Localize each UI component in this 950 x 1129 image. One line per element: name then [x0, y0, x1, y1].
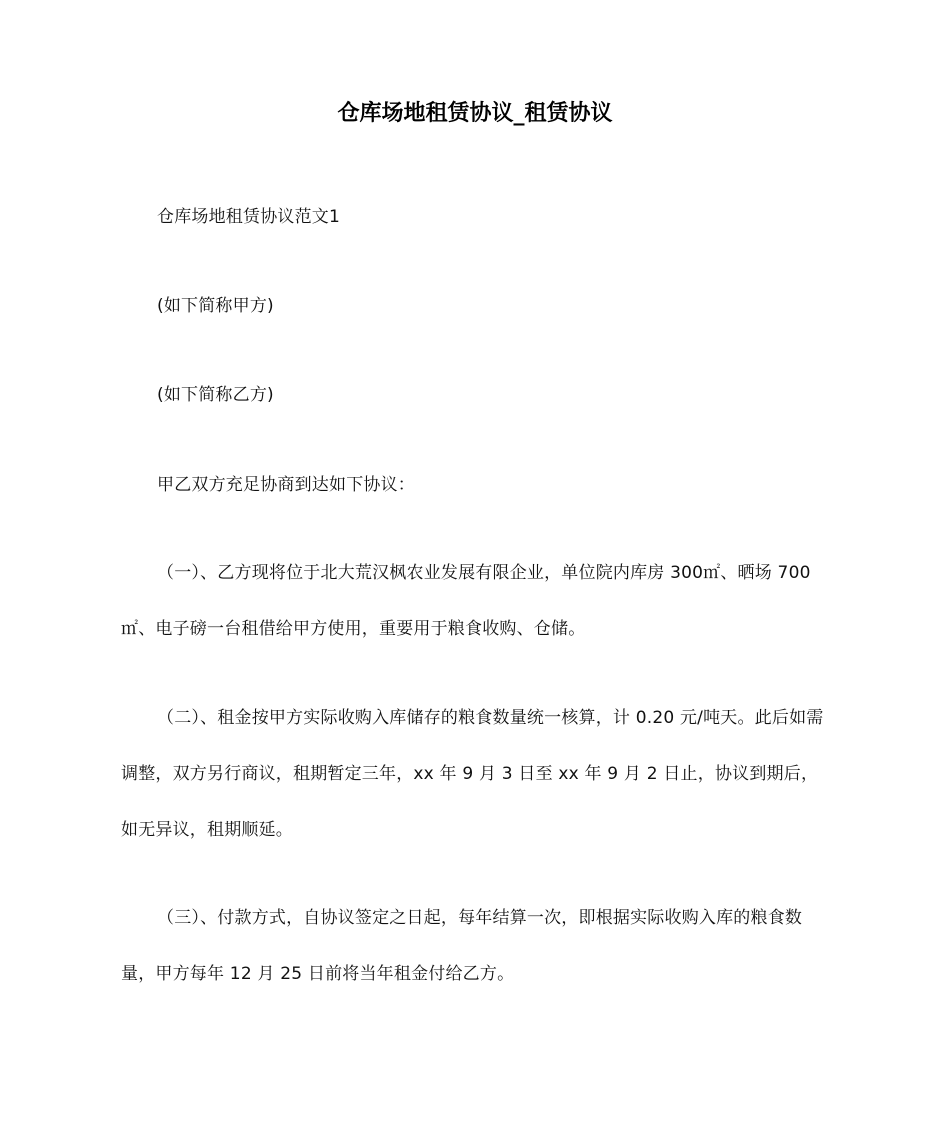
- document-title: 仓库场地租赁协议_租赁协议: [337, 101, 613, 126]
- paragraph-clause-3: （三）、付款方式，自协议签定之日起，每年结算一次，即根据实际收购入库的粮食数量，甲方每年 12 月 25 日前将当年租金付给乙方。: [121, 908, 803, 984]
- paragraph-clause-2: （二）、租金按甲方实际收购入库储存的粮食数量统一核算，计 0.20 元/吨天。此后如需调整，双方另行商议，租期暂定三年，xx 年 9 月 3 日至 xx 年 9 月 2 日止，协议到期后，如无异议，租期顺延。: [121, 708, 824, 840]
- paragraph-clause-1: （一）、乙方现将位于北大荒汉枫农业发展有限企业，单位院内库房 300㎡、晒场 700㎡、电子磅一台租借给甲方使用，重要用于粮食收购、仓储。: [121, 563, 811, 639]
- paragraph-party-b: (如下简称乙方): [157, 385, 274, 405]
- paragraph-heading: 仓库场地租赁协议范文1: [157, 207, 341, 227]
- paragraph-agreement-intro: 甲乙双方充足协商到达如下协议：: [157, 475, 415, 495]
- paragraph-party-a: (如下简称甲方): [157, 296, 274, 316]
